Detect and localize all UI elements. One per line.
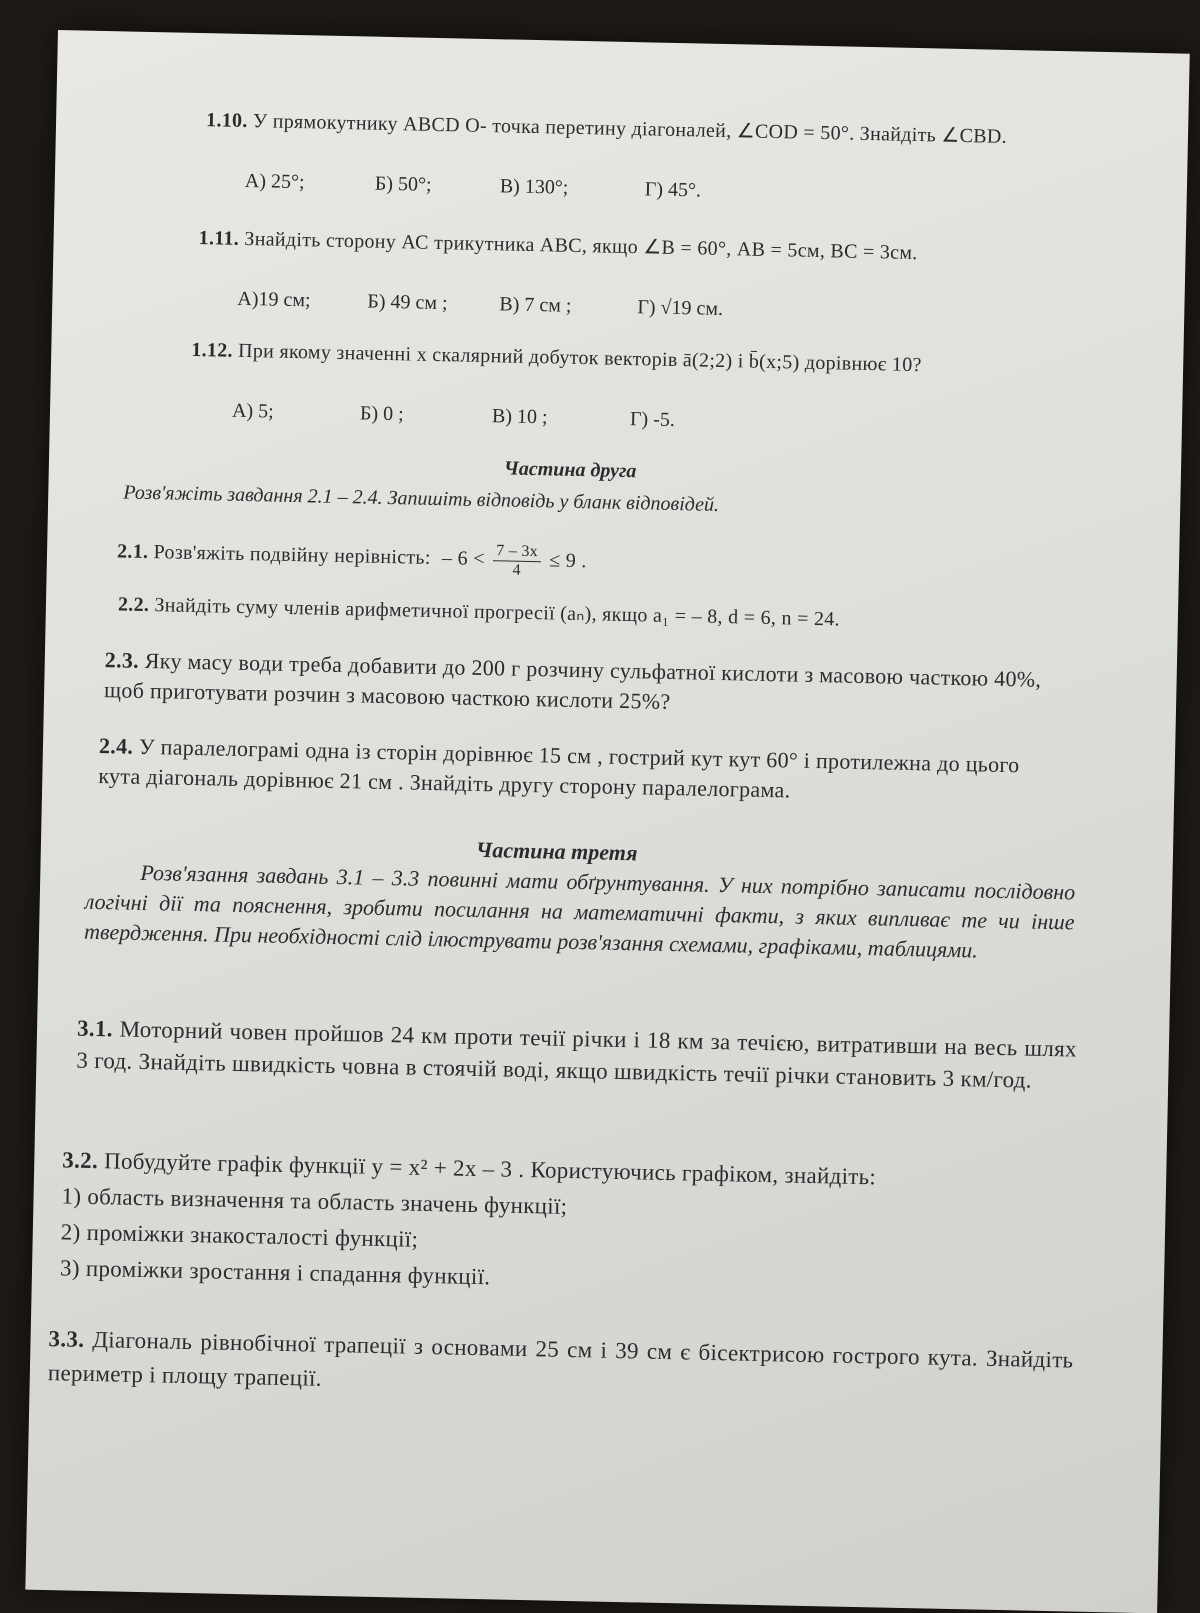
question-number: 2.4. <box>98 733 134 759</box>
option-a: А) 5; <box>231 399 274 423</box>
part-3-instruction-text: Розв'язання завдань 3.1 – 3.3 повинні мати обґрунтування. У них потрібно записати послідовно логічні дії та пояснення, зробити посилання на математичні факти, з яких випливає те чи інше твердження. При необхідності слід ілюструвати розв'язання схемами, графіками, таблицями. <box>83 859 1076 963</box>
question-3-2-item-2: 2) проміжки знакосталості функції; <box>60 1219 419 1252</box>
option-d: Г) -5. <box>629 408 676 432</box>
question-text: Розв'яжіть подвійну нерівність: <box>153 541 431 569</box>
question-1-10 <box>206 107 1036 151</box>
options-1-12 <box>232 400 832 441</box>
part-3-title: Частина третя <box>475 836 638 866</box>
question-text: Знайдіть суму членів арифметичної прогресії (aₙ), якщо a₁ = – 8, d = 6, n = 24. <box>154 594 841 631</box>
question-number: 3.3. <box>48 1326 85 1352</box>
option-b: Б) 0 ; <box>359 402 404 426</box>
option-a: А) 25°; <box>244 169 305 194</box>
fraction-denominator: 4 <box>512 561 522 579</box>
question-number: 1.10. <box>205 109 248 132</box>
question-number: 1.12. <box>191 338 234 362</box>
option-c: В) 10 ; <box>491 405 548 429</box>
question-text: Моторний човен пройшов 24 км проти течії річки і 18 км за течією, витративши на весь шлях 3 год. Знайдіть швидкість човна в стоячій воді, якщо швидкість течії річки становить 3 км/год. <box>76 1016 1078 1093</box>
question-3-2 <box>60 1142 1063 1307</box>
fraction-numerator: 7 – 3x <box>493 542 541 562</box>
question-text: При якому значенні x скалярний добуток векторів ā(2;2) і b̄(x;5) дорівнює 10? <box>237 339 922 377</box>
question-2-3 <box>104 645 1065 725</box>
option-b: Б) 49 см ; <box>367 290 448 315</box>
inequality-fraction <box>493 542 542 580</box>
question-text: Знайдіть сторону АС трикутника АВС, якщо ∠B = 60°, АВ = 5см, ВС = 3см. <box>244 227 918 265</box>
question-3-2-item-3: 3) проміжки зростання і спадання функції. <box>59 1255 491 1290</box>
question-1-11 <box>198 225 1043 270</box>
question-2-4 <box>98 731 1044 811</box>
question-number: 2.3. <box>104 647 140 673</box>
option-a: А)19 см; <box>237 287 311 312</box>
part-3-instruction <box>84 857 1076 968</box>
exam-sheet <box>25 30 1189 1613</box>
option-d: Г) √19 см. <box>637 296 724 320</box>
question-2-1 <box>117 531 1018 590</box>
question-2-2 <box>118 591 1058 638</box>
question-text: Яку масу води треба добавити до 200 г розчину сульфатної кислоти з масовою часткою 40%, щоб приготувати розчин з масовою часткою кислоти 25%? <box>103 647 1042 714</box>
question-number: 3.2. <box>62 1147 99 1174</box>
inequality-right: ≤ 9 . <box>548 549 587 573</box>
question-3-2-item-1: 1) область визначення та область значень функції; <box>61 1183 568 1219</box>
question-text: У прямокутнику ABCD O- точка перетину діагоналей, ∠COD = 50°. Знайдіть ∠CBD. <box>252 110 1008 148</box>
part-2-title: Частина друга <box>503 457 637 483</box>
option-d: Г) 45°. <box>644 178 702 202</box>
question-3-1 <box>76 1013 1077 1098</box>
option-c: В) 130°; <box>499 175 569 199</box>
question-number: 1.11. <box>198 226 240 250</box>
question-number: 2.1. <box>116 540 149 564</box>
option-c: В) 7 см ; <box>499 293 572 317</box>
inequality-left: – 6 < <box>441 547 486 571</box>
question-1-12 <box>191 337 1046 382</box>
options-1-10 <box>245 170 845 211</box>
question-text: Побудуйте графік функції y = x² + 2x – 3 . Користуючись графіком, знайдіть: <box>103 1148 877 1190</box>
question-number: 3.1. <box>76 1015 114 1042</box>
question-number: 2.2. <box>117 593 150 617</box>
option-b: Б) 50°; <box>374 172 432 196</box>
question-text: Діагональ рівнобічної трапеції з основами 25 см і 39 см є бісектрисою гострого кута. Знайдіть периметр і площу трапеції. <box>47 1327 1074 1391</box>
options-1-11 <box>237 288 837 329</box>
question-text: У паралелограмі одна із сторін дорівнює 15 см , гострий кут кут 60° і протилежна до цього кута діагональ дорівнює 21 см . Знайдіть другу сторону паралелограма. <box>98 733 1020 803</box>
question-3-3 <box>48 1322 1074 1411</box>
part-2-instruction: Розв'яжіть завдання 2.1 – 2.4. Запишіть відповідь у бланк відповідей. <box>123 481 720 516</box>
